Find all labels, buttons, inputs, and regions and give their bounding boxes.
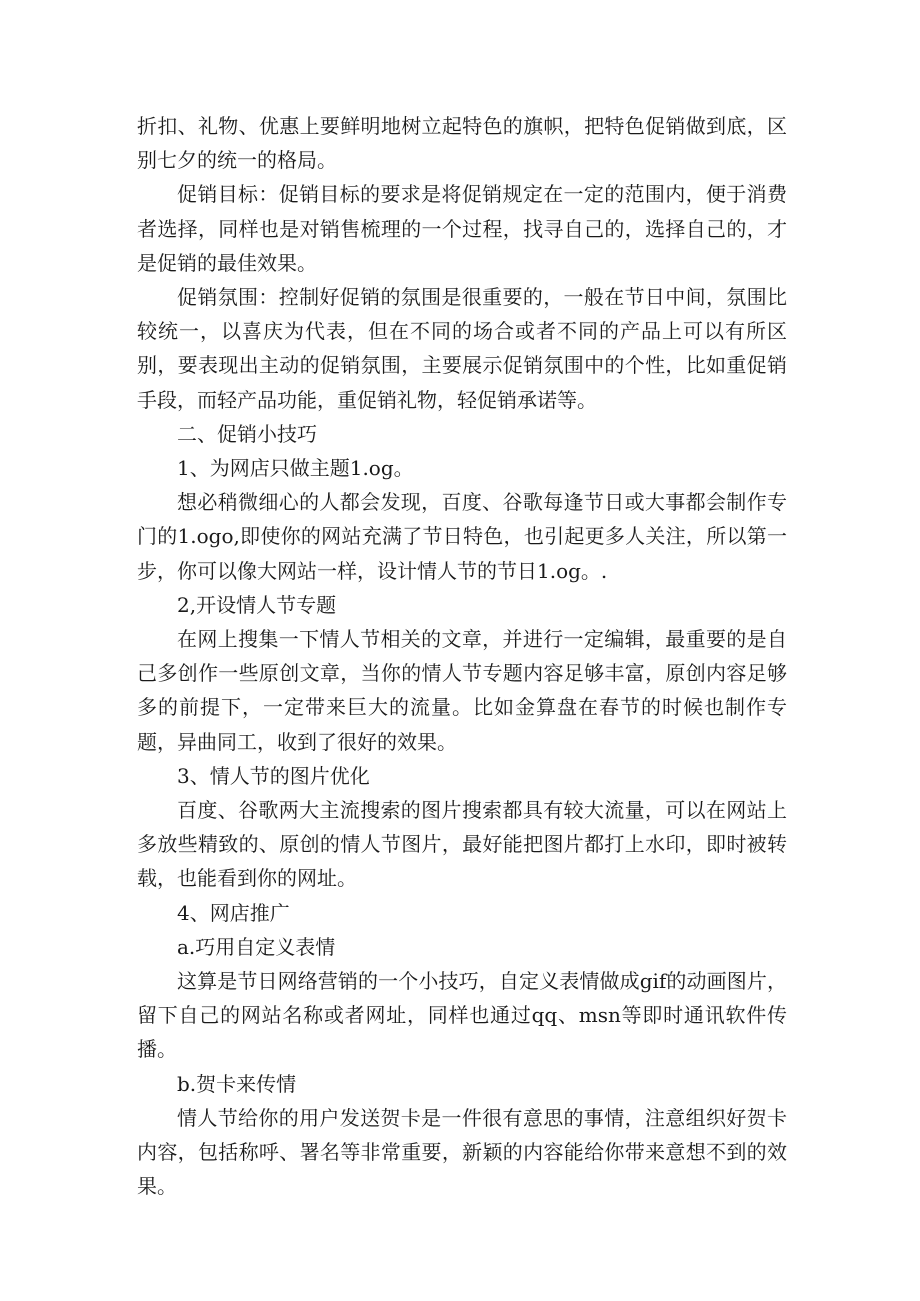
- paragraph-promotion-goal: 促销目标：促销目标的要求是将促销规定在一定的范围内，便于消费者选择，同样也是对销售梳理的一个过程，找寻自己的，选择自己的，才是促销的最佳效果。: [137, 182, 787, 275]
- section-heading: 二、促销小技巧: [177, 421, 317, 446]
- paragraph: 情人节给你的用户发送贺卡是一件很有意思的事情，注意组织好贺卡内容，包括称呼、署名等非常重要，新颖的内容能给你带来意想不到的效果。: [137, 1105, 787, 1199]
- item-heading: a.巧用自定义表情: [177, 934, 336, 959]
- paragraph: 折扣、礼物、优惠上要鲜明地树立起特色的旗帜，把特色促销做到底，区别七夕的统一的格局。: [137, 114, 787, 173]
- paragraph: 百度、谷歌两大主流搜索的图片搜索都具有较大流量，可以在网站上多放些精致的、原创的情人节图片，最好能把图片都打上水印，即时被转载，也能看到你的网址。: [137, 798, 787, 891]
- subsection-heading: 4、网店推广: [177, 900, 290, 925]
- paragraph: 想必稍微细心的人都会发现，百度、谷歌每逢节日或大事都会制作专门的1.ogo,即使你的网站充满了节日特色，也引起更多人关注，所以第一步，你可以像大网站一样，设计情人节的节日1.og。.: [137, 490, 787, 583]
- subsection-heading: 3、情人节的图片优化: [177, 763, 370, 788]
- paragraph: 这算是节日网络营销的一个小技巧，自定义表情做成gif的动画图片，留下自己的网站名称或者网址，同样也通过qq、msn等即时通讯软件传播。: [137, 969, 787, 1062]
- subsection-heading: 2,开设情人节专题: [177, 592, 337, 617]
- paragraph: 在网上搜集一下情人节相关的文章，并进行一定编辑，最重要的是自己多创作一些原创文章，当你的情人节专题内容足够丰富，原创内容足够多的前提下，一定带来巨大的流量。比如金算盘在春节的时候也制作专题，异曲同工，收到了很好的效果。: [137, 627, 787, 754]
- item-heading: b.贺卡来传情: [177, 1071, 297, 1096]
- document-body: [137, 109, 787, 1204]
- paragraph-promotion-atmosphere: 促销氛围：控制好促销的氛围是很重要的，一般在节日中间，氛围比较统一，以喜庆为代表，但在不同的场合或者不同的产品上可以有所区别，要表现出主动的促销氛围，主要展示促销氛围中的个性，比如重促销手段，而轻产品功能，重促销礼物，轻促销承诺等。: [137, 285, 787, 412]
- subsection-heading: 1、为网店只做主题1.og。: [177, 456, 414, 481]
